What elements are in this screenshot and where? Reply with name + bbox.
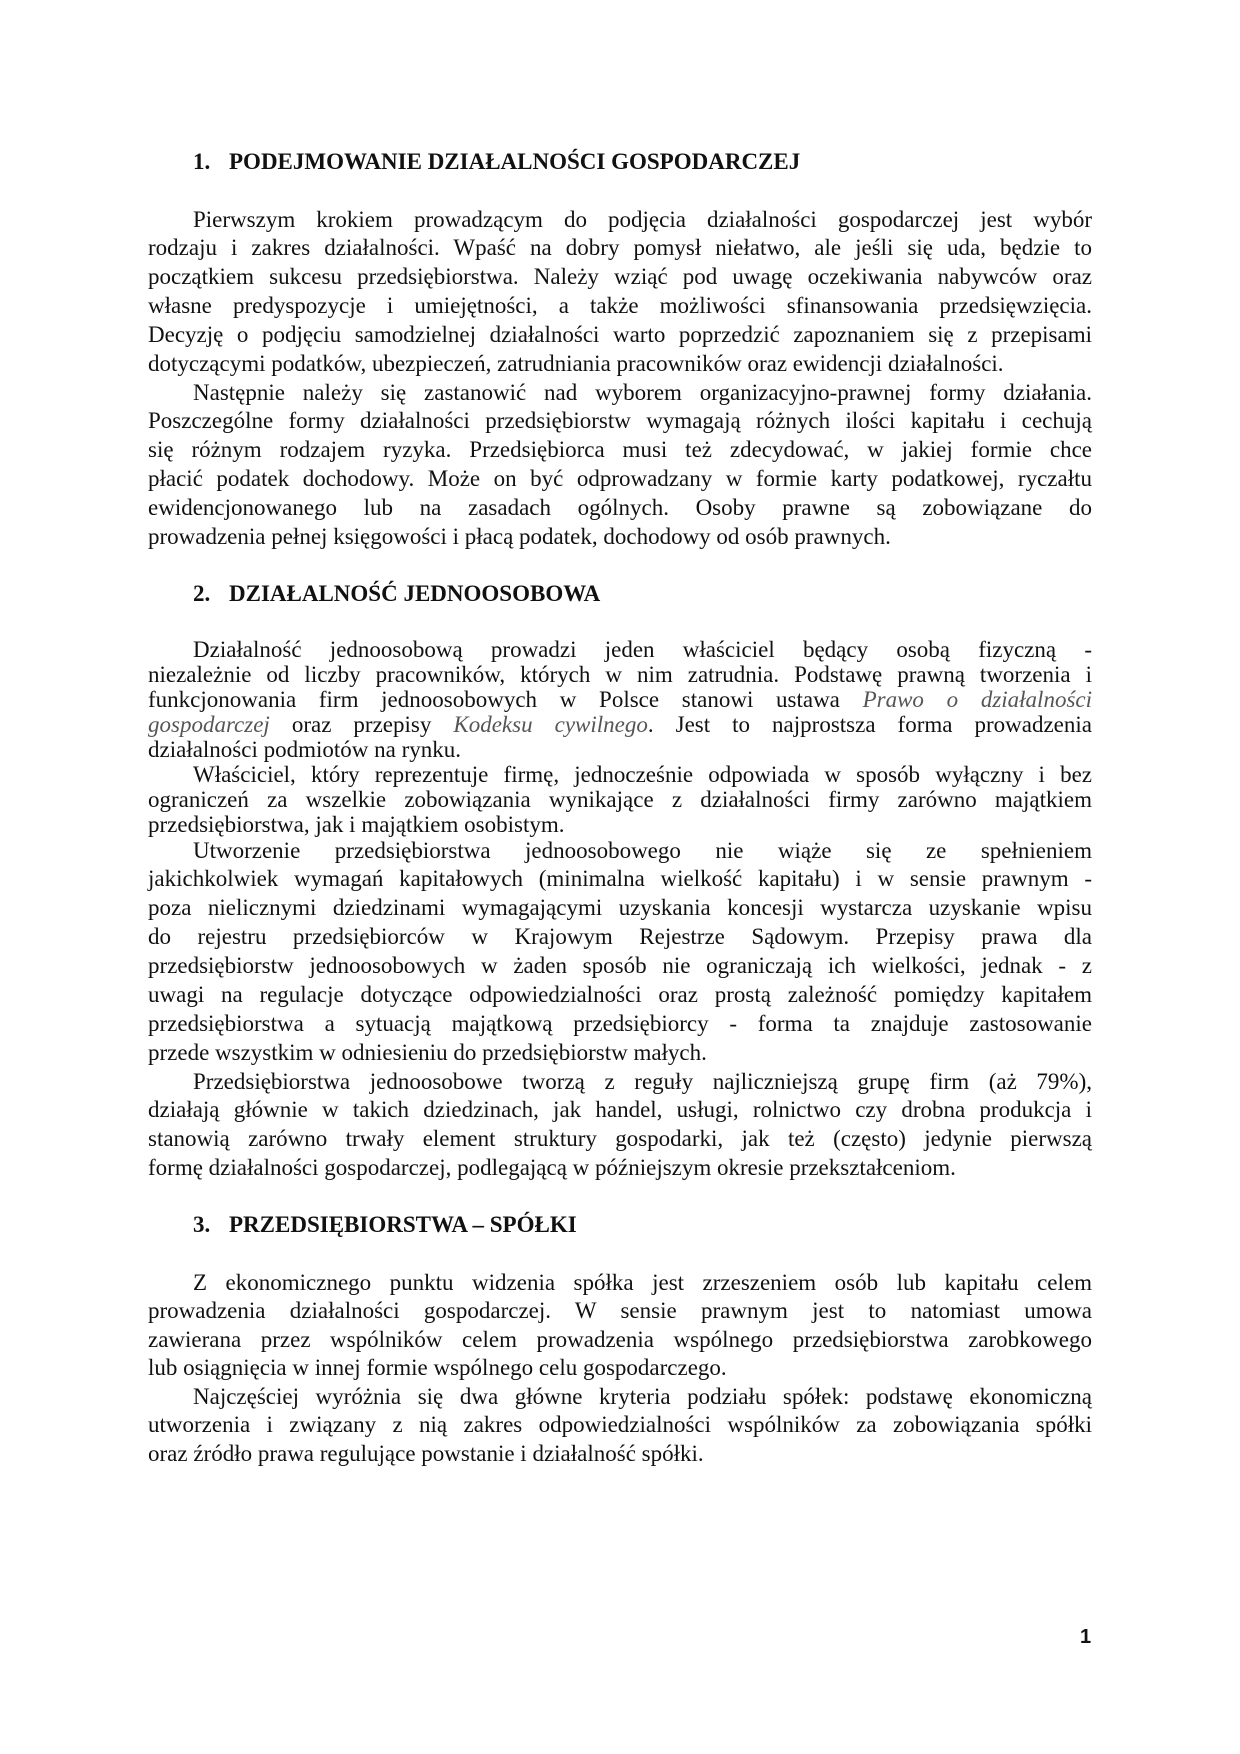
paragraph [148, 762, 1092, 837]
text-line: działalności podmiotów na rynku. [148, 736, 461, 762]
text-line: Z ekonomicznego punktu widzenia spółka jest zrzeszeniem osób lub kapitału celem [193, 1269, 1092, 1295]
page-number: 1 [1080, 1626, 1092, 1648]
italic-title: Kodeksu cywilnego [453, 711, 648, 737]
text-line: lub osiągnięcia w innej formie wspólnego celu gospodarczego. [148, 1355, 727, 1381]
text-line: jakichkolwiek wymagań kapitałowych (minimalna wielkość kapitału) i w sensie prawnym - [148, 866, 1092, 892]
text-line: Poszczególne formy działalności przedsiębiorstw wymagają różnych ilości kapitału i cechują [148, 408, 1092, 434]
text-line: Decyzję o podjęciu samodzielnej działalności warto poprzedzić zapoznaniem się z przepisami [148, 321, 1092, 347]
text-line: przede wszystkim w odniesieniu do przedsiębiorstw małych. [148, 1039, 707, 1065]
text-line: poza nielicznymi dziedzinami wymagającymi uzyskania koncesji wystarcza uzyskanie wpisu [148, 895, 1092, 921]
paragraph [148, 637, 1092, 762]
text-line: formę działalności gospodarczej, podlegającą w późniejszym okresie przekształceniom. [148, 1154, 956, 1180]
text-line: do rejestru przedsiębiorców w Krajowym Rejestrze Sądowym. Przepisy prawa dla [148, 924, 1092, 950]
section-title: PODEJMOWANIE DZIAŁALNOŚCI GOSPODARCZEJ [229, 149, 801, 174]
italic-title: gospodarczej [148, 711, 270, 737]
paragraph [148, 837, 1092, 1068]
text-line: własne predyspozycje i umiejętności, a także możliwości sfinansowania przedsięwzięcia. [148, 292, 1092, 318]
text-line: oraz źródło prawa regulujące powstanie i działalność spółki. [148, 1440, 704, 1466]
text-line: zawierana przez wspólników celem prowadzenia wspólnego przedsiębiorstwa zarobkowego [148, 1326, 1092, 1352]
text-line: Przedsiębiorstwa jednoosobowe tworzą z reguły najliczniejszą grupę firm (aż 79%), [193, 1068, 1092, 1094]
text-line [148, 712, 1092, 737]
text-line [148, 687, 1092, 712]
text-line: dotyczącymi podatków, ubezpieczeń, zatrudniania pracowników oraz ewidencji działalności. [148, 350, 1004, 376]
paragraph [148, 1269, 1092, 1383]
text-line: Właściciel, który reprezentuje firmę, jednocześnie odpowiada w sposób wyłączny i bez [193, 761, 1092, 787]
text-line: płacić podatek dochodowy. Może on być odprowadzany w formie karty podatkowej, ryczałtu [148, 465, 1092, 491]
text-line: przedsiębiorstw jednoosobowych w żaden sposób nie ograniczają ich wielkości, jednak - z [148, 953, 1092, 979]
text-line: ograniczeń za wszelkie zobowiązania wynikające z działalności firmy zarówno majątkiem [148, 786, 1092, 812]
section-title: DZIAŁALNOŚĆ JEDNOOSOBOWA [229, 581, 601, 606]
text-line: rodzaju i zakres działalności. Wpaść na dobry pomysł niełatwo, ale jeśli się uda, będzie to [148, 235, 1092, 261]
text-segment: . Jest to najprostsza forma prowadzenia [647, 711, 1092, 737]
text-line: się różnym rodzajem ryzyka. Przedsiębiorca musi też zdecydować, w jakiej formie chce [148, 437, 1092, 463]
text-line: Pierwszym krokiem prowadzącym do podjęcia działalności gospodarczej jest wybór [193, 206, 1092, 232]
section-title: PRZEDSIĘBIORSTWA – SPÓŁKI [229, 1212, 577, 1237]
text-line: uwagi na regulacje dotyczące odpowiedzialności oraz prostą zależność pomiędzy kapitałem [148, 982, 1092, 1007]
paragraph [148, 1068, 1092, 1183]
text-line: niezależnie od liczby pracowników, których w nim zatrudnia. Podstawę prawną tworzenia i [148, 661, 1092, 687]
section-number: 2. [193, 581, 211, 606]
text-segment: oraz przepisy [269, 711, 454, 737]
text-line: przedsiębiorstwa, jak i majątkiem osobistym. [148, 811, 565, 837]
paragraph [148, 1383, 1092, 1469]
section-number: 1. [193, 149, 211, 174]
text-line: Utworzenie przedsiębiorstwa jednoosobowego nie wiąże się ze spełnieniem [193, 837, 1092, 863]
paragraph [148, 206, 1092, 379]
text-line: działają głównie w takich dziedzinach, jak handel, usługi, rolnictwo czy drobna produkcja i [148, 1097, 1092, 1123]
text-line: przedsiębiorstwa a sytuacją majątkową przedsiębiorcy - forma ta znajduje zastosowanie [148, 1010, 1092, 1036]
text-line: utworzenia i związany z nią zakres odpowiedzialności wspólników za zobowiązania spółki [148, 1412, 1092, 1438]
text-line: Najczęściej wyróżnia się dwa główne kryteria podziału spółek: podstawę ekonomiczną [193, 1383, 1092, 1409]
text-line: początkiem sukcesu przedsiębiorstwa. Należy wziąć pod uwagę oczekiwania nabywców oraz [148, 264, 1092, 290]
text-line: ewidencjonowanego lub na zasadach ogólnych. Osoby prawne są zobowiązane do [148, 494, 1092, 520]
text-line: Następnie należy się zastanowić nad wyborem organizacyjno-prawnej formy działania. [193, 379, 1092, 405]
section-number: 3. [193, 1212, 211, 1237]
section-heading [193, 148, 800, 176]
text-line: prowadzenia pełnej księgowości i płacą podatek, dochodowy od osób prawnych. [148, 523, 891, 549]
paragraph [148, 379, 1092, 552]
section-heading [193, 1211, 577, 1239]
text-line: Działalność jednoosobową prowadzi jeden właściciel będący osobą fizyczną - [193, 636, 1092, 662]
italic-title: Prawo o działalności [862, 686, 1092, 712]
text-segment: funkcjonowania firm jednoosobowych w Polsce stanowi ustawa [148, 686, 863, 712]
text-line: stanowią zarówno trwały element struktury gospodarki, jak też (często) jedynie pierwszą [148, 1126, 1092, 1152]
section-heading [193, 580, 600, 608]
text-line: prowadzenia działalności gospodarczej. W sensie prawnym jest to natomiast umowa [148, 1298, 1092, 1324]
